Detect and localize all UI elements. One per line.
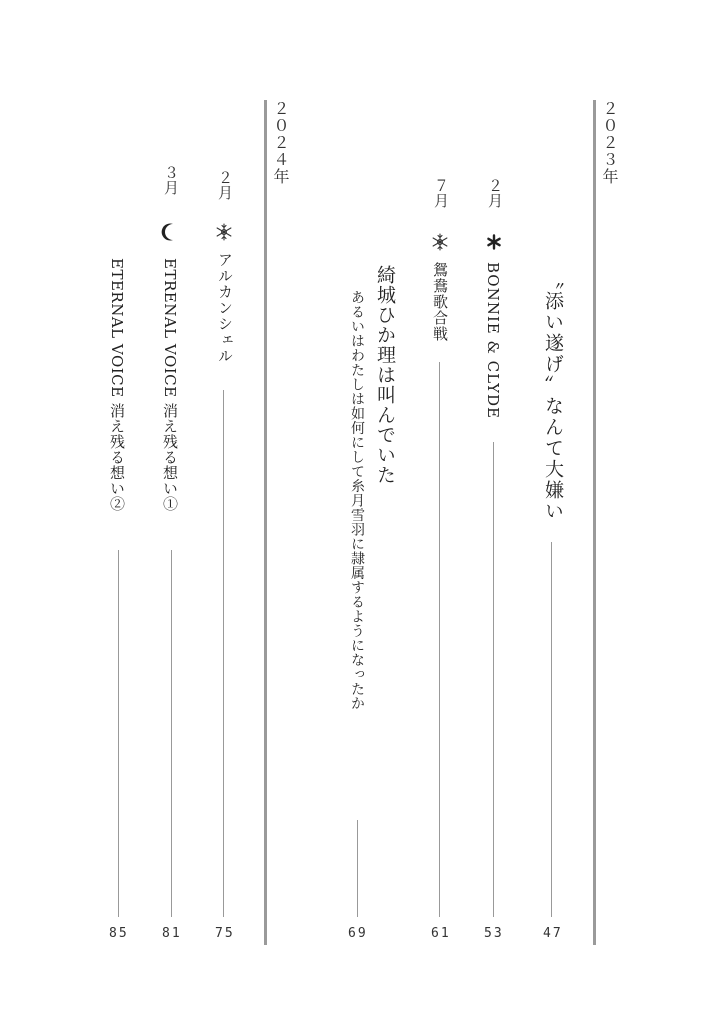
crescent-moon-icon — [160, 222, 180, 242]
leader-line-75 — [223, 390, 224, 917]
leader-line-53 — [493, 442, 494, 917]
page-number-47: 47 — [543, 926, 563, 941]
page-number-85: 85 — [109, 926, 129, 941]
snowflake-outline-icon — [214, 222, 234, 242]
year-divider-2023 — [593, 100, 596, 945]
entry-title-47[interactable]: 〝添い遂げ〟なんて大嫌い — [542, 270, 564, 522]
entry-subtitle-69: あるいはわたしは如何にして糸月雪羽に隷属するようになったか — [349, 290, 365, 711]
entry-title-81[interactable]: ETRENAL VOICE 消え残る想い① — [161, 258, 179, 512]
page-number-69: 69 — [348, 926, 368, 941]
entry-title-61[interactable]: 鴛鴦歌合戦 — [431, 262, 449, 342]
leader-line-61 — [439, 362, 440, 917]
page-number-81: 81 — [162, 926, 182, 941]
leader-line-69 — [357, 820, 358, 917]
year-label-2023: ２０２３年 — [600, 100, 619, 185]
month-label-feb-2024: ２月 — [216, 170, 234, 200]
page-number-61: 61 — [431, 926, 451, 941]
page-number-75: 75 — [215, 926, 235, 941]
entry-title-53[interactable]: BONNIE & CLYDE — [484, 262, 502, 419]
entry-title-75[interactable]: アルカンシェル — [216, 252, 234, 364]
month-label-jul-2023: ７月 — [432, 178, 450, 208]
page-number-53: 53 — [484, 926, 504, 941]
month-label-mar-2024: ３月 — [162, 165, 180, 195]
snowflake-outline-icon — [430, 232, 450, 252]
leader-line-47 — [551, 542, 552, 917]
snowflake-icon — [484, 232, 504, 252]
entry-title-69[interactable]: 綺城ひか理は叫んでいた — [374, 265, 396, 485]
leader-line-85 — [118, 550, 119, 917]
year-label-2024: ２０２４年 — [271, 100, 290, 185]
month-label-feb-2023: ２月 — [486, 178, 504, 208]
leader-line-81 — [171, 550, 172, 917]
year-divider-2024 — [264, 100, 267, 945]
entry-title-85[interactable]: ETERNAL VOICE 消え残る想い② — [108, 258, 126, 512]
